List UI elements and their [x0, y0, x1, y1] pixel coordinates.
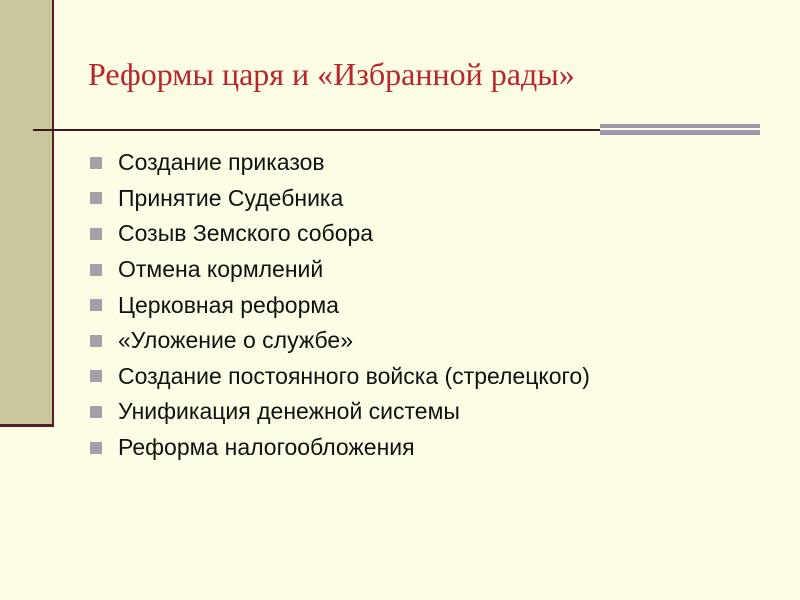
sidebar-edge-line — [52, 0, 54, 427]
list-item-text: «Уложение о службе» — [118, 327, 353, 354]
list-item — [90, 359, 590, 395]
list-item — [90, 394, 590, 430]
bullet-square-icon — [90, 335, 102, 347]
list-item — [90, 216, 590, 252]
list-item — [90, 287, 590, 323]
list-item-text: Отмена кормлений — [118, 256, 324, 283]
sidebar-bottom-line — [0, 424, 54, 427]
bullet-square-icon — [90, 370, 102, 382]
bullet-square-icon — [90, 406, 102, 418]
bullet-square-icon — [90, 264, 102, 276]
bullet-square-icon — [90, 192, 102, 204]
bullet-square-icon — [90, 442, 102, 454]
list-item-text: Создание приказов — [118, 149, 325, 176]
list-item-text: Унификация денежной системы — [118, 398, 460, 425]
list-item-text: Церковная реформа — [118, 291, 339, 318]
bullet-square-icon — [90, 299, 102, 311]
list-item — [90, 252, 590, 288]
bullet-list — [90, 145, 590, 465]
sidebar-decoration — [0, 0, 52, 424]
title-divider-accent — [600, 124, 760, 135]
list-item — [90, 181, 590, 217]
list-item — [90, 430, 590, 466]
bullet-square-icon — [90, 157, 102, 169]
list-item-text: Создание постоянного войска (стрелецкого) — [118, 362, 590, 389]
slide-title: Реформы царя и «Избранной рады» — [88, 56, 575, 92]
bullet-square-icon — [90, 228, 102, 240]
list-item-text: Созыв Земского собора — [118, 220, 374, 247]
list-item-text: Реформа налогообложения — [118, 434, 415, 461]
list-item — [90, 145, 590, 181]
list-item — [90, 323, 590, 359]
list-item-text: Принятие Судебника — [118, 184, 344, 211]
